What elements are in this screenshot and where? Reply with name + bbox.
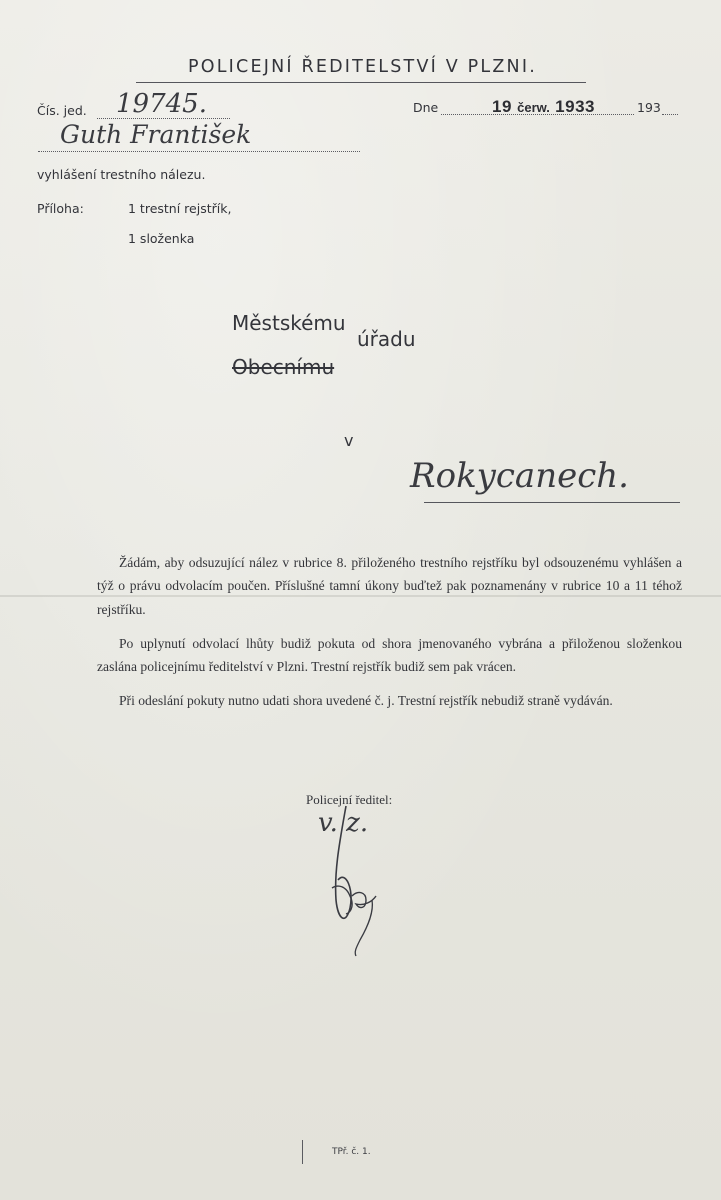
reference-number: 19745. [116, 89, 207, 119]
attachment-item-2: 1 složenka [128, 231, 195, 246]
body-paragraph-2: Po uplynutí odvolací lhůty budiž pokuta od shora jmenovaného vybrána a přiloženou složenkou zaslána policejnímu ředitelství v Plzni. Trestní rejstřík budiž sem pak vrácen. [97, 635, 682, 675]
date-month: čerw. [517, 100, 550, 115]
date-stamp [492, 97, 595, 117]
date-label: Dne [413, 100, 439, 115]
subject-title: vyhlášení trestního nálezu. [37, 167, 206, 182]
recipient-place: Rokycanech. [410, 456, 629, 496]
attachments-label: Příloha: [37, 201, 84, 216]
subject-name: Guth František [60, 120, 252, 149]
footer-form-code: TPř. č. 1. [332, 1147, 371, 1157]
recipient-noun: úřadu [357, 327, 416, 351]
body-text [97, 551, 682, 723]
signature-label: Policejní ředitel: [306, 792, 393, 807]
body-paragraph-1: Žádám, aby odsuzující nález v rubrice 8. přiloženého trestního rejstříku byl odsouzenému vyhlášen a týž o právu odvolacím poučen. Příslušné tamní úkony buďtež pak poznamenány v rubrice 10 a 11 téhož rejstříku. [97, 555, 682, 617]
footer-tick [302, 1140, 303, 1164]
subject-dotline [38, 151, 360, 152]
signature-initials: v. z. [318, 808, 369, 838]
date-printed-year: 193 [637, 100, 661, 115]
body-paragraph-3: Při odeslání pokuty nutno udati shora uvedené č. j. Trestní rejstřík nebudiž straně vydáván. [119, 693, 613, 709]
recipient-kept: Městskému [232, 311, 346, 335]
header-rule [136, 82, 586, 83]
header-title: POLICEJNÍ ŘEDITELSTVÍ V PLZNI. [188, 57, 537, 77]
date-year-dotline [662, 114, 678, 115]
date-year: 1933 [555, 97, 595, 116]
recipient-preposition: v [344, 431, 354, 450]
place-underline [424, 502, 680, 503]
reference-label: Čís. jed. [37, 103, 87, 118]
date-day: 19 [492, 97, 512, 116]
recipient-struck: Obecnímu [232, 355, 335, 379]
signature-scrawl [316, 800, 386, 960]
attachment-item-1: 1 trestní rejstřík, [128, 201, 232, 216]
